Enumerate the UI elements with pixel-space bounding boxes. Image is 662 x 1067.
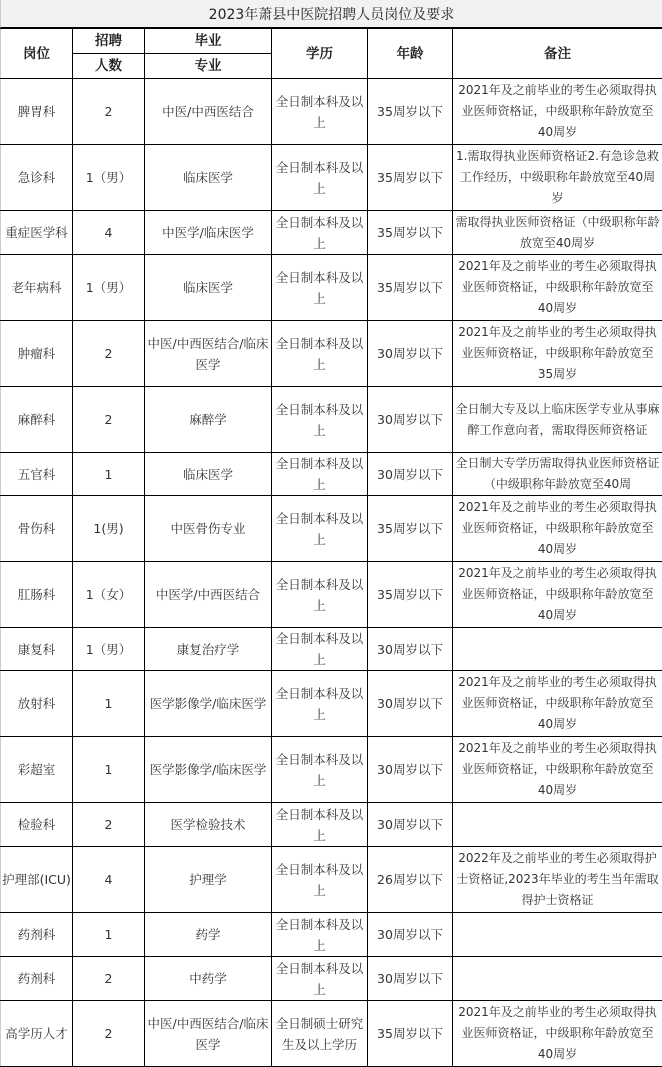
cell-count: 1（女） [73, 562, 145, 628]
cell-position: 肛肠科 [1, 562, 73, 628]
cell-count: 1（男） [73, 628, 145, 671]
cell-notes: 2021年及之前毕业的考生必须取得执业医师资格证，中级职称年龄放宽至40周岁 [453, 562, 662, 628]
cell-count: 1（男） [73, 255, 145, 321]
cell-position: 脾胃科 [1, 79, 73, 145]
cell-position: 五官科 [1, 453, 73, 496]
cell-major: 临床医学 [145, 255, 272, 321]
table-row [1, 737, 662, 803]
cell-age: 30周岁以下 [368, 913, 453, 957]
cell-notes: 需取得执业医师资格证（中级职称年龄放宽至40周岁 [453, 211, 662, 255]
cell-major: 临床医学 [145, 145, 272, 211]
cell-education: 全日制硕士研究生及以上学历 [272, 1001, 368, 1067]
cell-education: 全日制本科及以上 [272, 737, 368, 803]
table-row [1, 913, 662, 957]
cell-age: 30周岁以下 [368, 387, 453, 453]
cell-count: 2 [73, 79, 145, 145]
cell-age: 30周岁以下 [368, 671, 453, 737]
cell-notes: 1.需取得执业医师资格证2.有急诊急救工作经历，中级职称年龄放宽至40周岁 [453, 145, 662, 211]
header-major-bottom: 专业 [145, 54, 272, 79]
cell-notes: 2021年及之前毕业的考生必须取得执业医师资格证，中级职称年龄放宽至40周岁 [453, 79, 662, 145]
table-title: 2023年萧县中医院招聘人员岗位及要求 [0, 0, 662, 28]
header-major-top: 毕业 [145, 29, 272, 54]
cell-count: 4 [73, 847, 145, 913]
cell-major: 康复治疗学 [145, 628, 272, 671]
cell-age: 35周岁以下 [368, 145, 453, 211]
cell-education: 全日制本科及以上 [272, 145, 368, 211]
table-row [1, 957, 662, 1001]
cell-major: 中药学 [145, 957, 272, 1001]
cell-education: 全日制本科及以上 [272, 671, 368, 737]
cell-count: 2 [73, 321, 145, 387]
cell-age: 30周岁以下 [368, 453, 453, 496]
cell-major: 医学影像学/临床医学 [145, 737, 272, 803]
cell-count: 1 [73, 671, 145, 737]
cell-count: 4 [73, 211, 145, 255]
cell-notes: 2021年及之前毕业的考生必须取得执业医师资格证，中级职称年龄放宽至40周岁 [453, 737, 662, 803]
cell-position: 骨伤科 [1, 496, 73, 562]
cell-count: 1 [73, 737, 145, 803]
cell-position: 康复科 [1, 628, 73, 671]
header-count-top: 招聘 [73, 29, 145, 54]
header-education: 学历 [272, 29, 368, 79]
cell-major: 中医学/中西医结合 [145, 562, 272, 628]
cell-education: 全日制本科及以上 [272, 562, 368, 628]
cell-notes: 2022年及之前毕业的考生必须取得护士资格证,2023年毕业的考生当年需取得护士资格证 [453, 847, 662, 913]
cell-position: 麻醉科 [1, 387, 73, 453]
cell-notes: 2021年及之前毕业的考生必须取得执业医师资格证，中级职称年龄放宽至35周岁 [453, 321, 662, 387]
cell-notes [453, 957, 662, 1001]
cell-notes: 2021年及之前毕业的考生必须取得执业医师资格证，中级职称年龄放宽至40周岁 [453, 1001, 662, 1067]
cell-major: 临床医学 [145, 453, 272, 496]
cell-position: 老年病科 [1, 255, 73, 321]
cell-major: 药学 [145, 913, 272, 957]
cell-count: 2 [73, 957, 145, 1001]
cell-count: 2 [73, 1001, 145, 1067]
cell-position: 检验科 [1, 803, 73, 847]
cell-education: 全日制本科及以上 [272, 387, 368, 453]
table-row [1, 453, 662, 496]
cell-count: 1 [73, 913, 145, 957]
cell-position: 高学历人才 [1, 1001, 73, 1067]
table-row [1, 211, 662, 255]
cell-major: 护理学 [145, 847, 272, 913]
table-row [1, 255, 662, 321]
cell-education: 全日制本科及以上 [272, 79, 368, 145]
table-row [1, 321, 662, 387]
cell-notes: 2021年及之前毕业的考生必须取得执业医师资格证，中级职称年龄放宽至40周岁 [453, 496, 662, 562]
cell-position: 急诊科 [1, 145, 73, 211]
cell-major: 中医骨伤专业 [145, 496, 272, 562]
table-row [1, 671, 662, 737]
table-row [1, 145, 662, 211]
cell-position: 药剂科 [1, 957, 73, 1001]
cell-notes: 全日制大专及以上临床医学专业从事麻醉工作意向者，需取得医师资格证 [453, 387, 662, 453]
cell-notes: 全日制大专学历需取得执业医师资格证（中级职称年龄放宽至40周 [453, 453, 662, 496]
cell-education: 全日制本科及以上 [272, 453, 368, 496]
cell-major: 中医/中西医结合 [145, 79, 272, 145]
cell-position: 肿瘤科 [1, 321, 73, 387]
cell-count: 1(男) [73, 496, 145, 562]
cell-age: 30周岁以下 [368, 803, 453, 847]
table-row [1, 387, 662, 453]
cell-notes [453, 803, 662, 847]
cell-count: 2 [73, 387, 145, 453]
cell-notes [453, 628, 662, 671]
table-row [1, 562, 662, 628]
cell-position: 彩超室 [1, 737, 73, 803]
cell-education: 全日制本科及以上 [272, 321, 368, 387]
cell-age: 35周岁以下 [368, 255, 453, 321]
cell-position: 护理部(ICU) [1, 847, 73, 913]
cell-age: 30周岁以下 [368, 957, 453, 1001]
cell-position: 放射科 [1, 671, 73, 737]
table-row [1, 628, 662, 671]
cell-education: 全日制本科及以上 [272, 496, 368, 562]
header-notes: 备注 [453, 29, 662, 79]
cell-notes: 2021年及之前毕业的考生必须取得执业医师资格证，中级职称年龄放宽至40周岁 [453, 671, 662, 737]
cell-age: 26周岁以下 [368, 847, 453, 913]
header-count-bottom: 人数 [73, 54, 145, 79]
cell-age: 30周岁以下 [368, 628, 453, 671]
cell-age: 30周岁以下 [368, 321, 453, 387]
cell-count: 1（男） [73, 145, 145, 211]
cell-notes [453, 913, 662, 957]
header-position: 岗位 [1, 29, 73, 79]
table-row [1, 803, 662, 847]
cell-education: 全日制本科及以上 [272, 803, 368, 847]
cell-major: 麻醉学 [145, 387, 272, 453]
cell-position: 重症医学科 [1, 211, 73, 255]
cell-education: 全日制本科及以上 [272, 255, 368, 321]
cell-major: 中医学/临床医学 [145, 211, 272, 255]
cell-age: 35周岁以下 [368, 211, 453, 255]
cell-major: 中医/中西医结合/临床医学 [145, 1001, 272, 1067]
table-row [1, 1001, 662, 1067]
cell-major: 中医/中西医结合/临床医学 [145, 321, 272, 387]
cell-education: 全日制本科及以上 [272, 211, 368, 255]
recruitment-table [0, 28, 662, 1067]
cell-count: 2 [73, 803, 145, 847]
cell-education: 全日制本科及以上 [272, 957, 368, 1001]
cell-education: 全日制本科及以上 [272, 913, 368, 957]
cell-position: 药剂科 [1, 913, 73, 957]
cell-age: 35周岁以下 [368, 562, 453, 628]
cell-major: 医学影像学/临床医学 [145, 671, 272, 737]
table-row [1, 496, 662, 562]
cell-notes: 2021年及之前毕业的考生必须取得执业医师资格证，中级职称年龄放宽至40周岁 [453, 255, 662, 321]
cell-major: 医学检验技术 [145, 803, 272, 847]
table-row [1, 847, 662, 913]
cell-count: 1 [73, 453, 145, 496]
cell-education: 全日制本科及以上 [272, 847, 368, 913]
cell-age: 35周岁以下 [368, 79, 453, 145]
cell-education: 全日制本科及以上 [272, 628, 368, 671]
table-row [1, 79, 662, 145]
cell-age: 35周岁以下 [368, 496, 453, 562]
cell-age: 30周岁以下 [368, 737, 453, 803]
cell-age: 35周岁以下 [368, 1001, 453, 1067]
header-age: 年龄 [368, 29, 453, 79]
